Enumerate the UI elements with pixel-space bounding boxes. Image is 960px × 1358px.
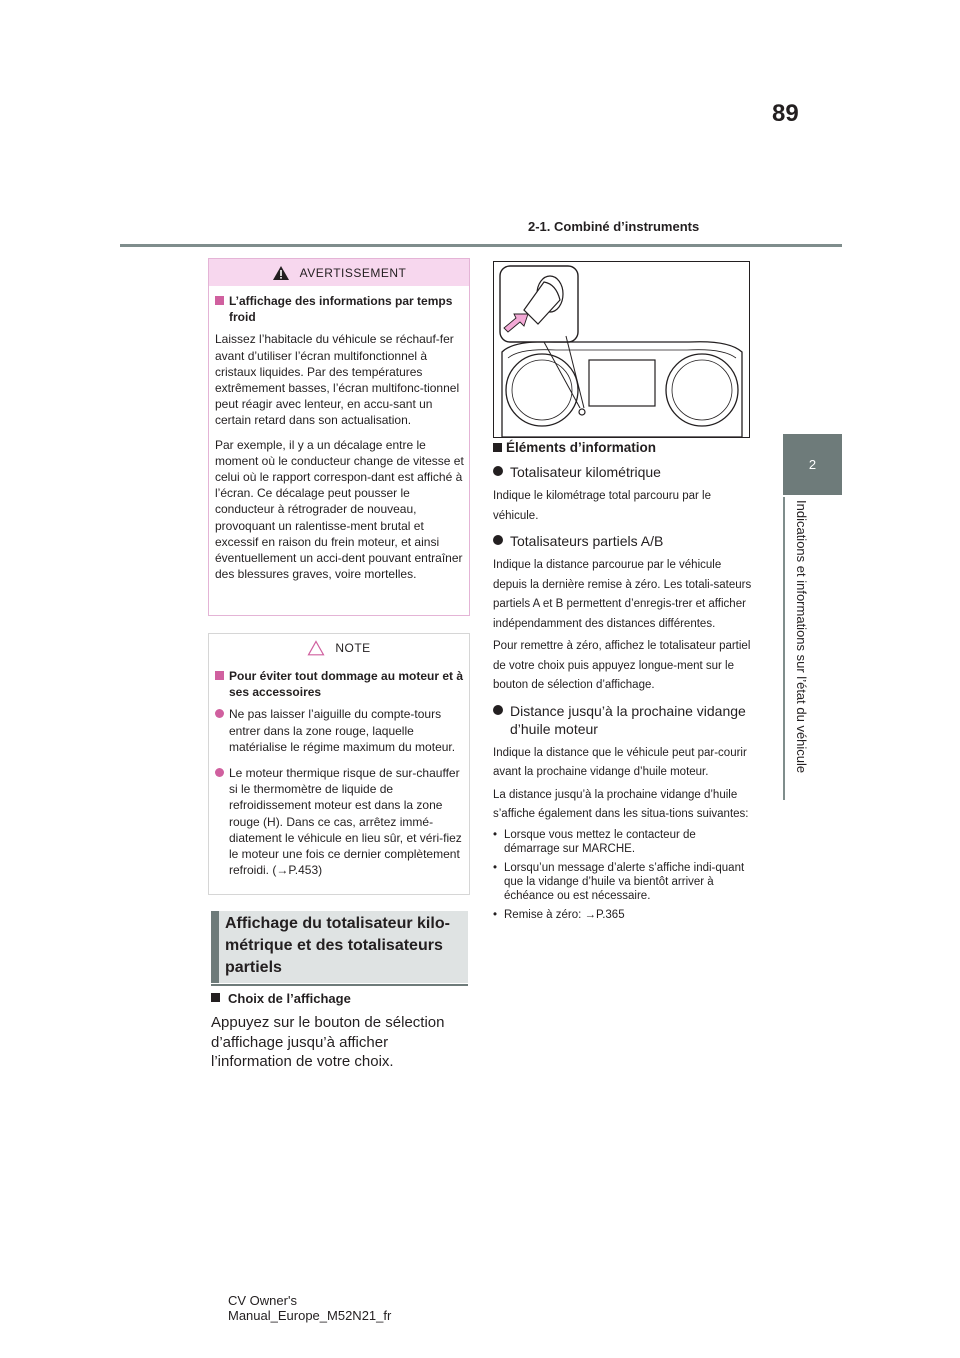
note-bullet-text: Le moteur thermique risque de sur-chauffer si le thermomètre de liquide de refroidissement moteur est dans la zone rouge (H). Dans ce cas, arrêtez immé-diatement le véhicule en lieu sûr, et véri-fiez le moteur une fois ce dernier complètement refroidi. (→P.453) [229, 766, 462, 878]
choice-body: Appuyez sur le bouton de sélection d’affichage jusqu’à afficher l’information de votre choix. [211, 1014, 445, 1070]
square-bullet-icon [215, 296, 224, 305]
side-divider [783, 497, 785, 800]
oil-bullet-text: Lorsque vous mettez le contacteur de démarrage sur MARCHE. [504, 828, 696, 855]
section-heading-text: Affichage du totalisateur kilo-métrique et des totalisateurs partiels [225, 915, 450, 976]
small-bullet-icon: • [493, 861, 498, 874]
oil-bullet [493, 861, 753, 903]
instrument-cluster-drawing [494, 262, 749, 437]
warning-box [208, 258, 470, 616]
warning-content [215, 293, 465, 590]
warning-title [215, 293, 465, 325]
small-bullet-icon: • [493, 828, 498, 841]
note-title [215, 668, 465, 700]
info-title [493, 440, 753, 455]
footer: CV Owner's Manual_Europe_M52N21_fr [228, 1293, 392, 1323]
oil-text: Indique la distance que le véhicule peut par-courir avant la prochaine vidange d’huile moteur. [493, 746, 747, 778]
oil-bullet [493, 908, 753, 922]
caution-triangle-icon [307, 640, 325, 656]
header-divider [120, 244, 842, 247]
chapter-side-title-text: Indications et informations sur l’état du véhicule [794, 500, 809, 774]
round-bullet-icon [493, 535, 503, 545]
warning-paragraph: Laissez l’habitacle du véhicule se réchauf-fer avant d’utiliser l’écran multifonctionnel à cristaux liquides. Par des températures extrêmement basses, l’écran multifonc-tionnel peut réagir avec lenteur, en accu-sant un certain retard dans son actualisation. [215, 332, 460, 428]
choice-title-text: Choix de l’affichage [228, 991, 351, 1006]
info-column [493, 440, 753, 927]
round-bullet-icon [493, 705, 503, 715]
chapter-side-title [795, 500, 809, 800]
warning-title-text: L’affichage des informations par temps froid [229, 294, 453, 325]
round-bullet-icon [493, 466, 503, 476]
info-title-text: Éléments d’information [506, 440, 657, 455]
section-title: 2-1. Combiné d’instruments [528, 219, 700, 234]
trip-text: Pour remettre à zéro, affichez le totalisateur partiel de votre choix puis appuyez longue-ment sur le bouton de sélection d’affichage. [493, 640, 751, 691]
warning-label: AVERTISSEMENT [299, 265, 407, 280]
round-bullet-icon [215, 768, 224, 777]
section-heading [211, 911, 468, 983]
note-bullet [215, 765, 465, 878]
odometer-title [493, 463, 753, 481]
note-label: NOTE [335, 640, 371, 655]
note-content [215, 668, 465, 888]
square-bullet-icon [493, 443, 502, 452]
oil-bullet [493, 828, 753, 856]
oil-bullet-text: Remise à zéro: →P.365 [504, 908, 625, 921]
warning-header [209, 259, 469, 286]
square-bullet-icon [215, 671, 224, 680]
odometer-text: Indique le kilométrage total parcouru par le véhicule. [493, 490, 711, 522]
note-box [208, 633, 470, 895]
section-heading-rule [211, 984, 468, 986]
square-bullet-icon [211, 993, 220, 1002]
note-title-text: Pour éviter tout dommage au moteur et à ses accessoires [229, 669, 464, 700]
warning-paragraph: Par exemple, il y a un décalage entre le moment où le conducteur change de vitesse et celui où le rapport correspon-dant est affiché à l’écran. Ce décalage peut pousser le conducteur à rétrograder de nouveau, provoquant un ralentisse-ment brutal et excessif en raison du frein moteur, et ainsi éventuellement un acci-dent pouvant entraîner des blessures graves, voire mortelles. [215, 437, 464, 582]
trip-text: Indique la distance parcourue par le véhicule depuis la dernière remise à zéro. Les totali-sateurs partiels A et B permettent d’enregis-trer et afficher indépendamment des distances différentes. [493, 559, 752, 630]
oil-text: La distance jusqu’à la prochaine vidange d’huile s’affiche également dans les situa-tions suivantes: [493, 788, 749, 820]
note-header [209, 634, 469, 661]
oil-bullet-text: Lorsqu’un message d’alerte s’affiche indi-quant que la vidange d’huile va bientôt arriver à échéance ou est nécessaire. [504, 861, 745, 902]
small-bullet-icon: • [493, 908, 498, 921]
oil-title [493, 702, 753, 738]
trip-title [493, 532, 753, 550]
note-bullet [215, 706, 465, 755]
section-heading-bar [211, 911, 219, 983]
warning-triangle-icon [272, 265, 290, 281]
round-bullet-icon [215, 709, 224, 718]
odometer-title-text: Totalisateur kilométrique [510, 464, 661, 480]
oil-title-text: Distance jusqu’à la prochaine vidange d’huile moteur [510, 702, 746, 737]
trip-title-text: Totalisateurs partiels A/B [510, 533, 664, 549]
note-bullet-text: Ne pas laisser l’aiguille du compte-tours entrer dans la zone rouge, laquelle matérialise le régime maximum du moteur. [229, 707, 456, 754]
choice-title [211, 991, 471, 1006]
instrument-cluster-illustration [493, 261, 750, 438]
page-number: 89 [772, 100, 799, 127]
chapter-tab: 2 [783, 434, 842, 495]
